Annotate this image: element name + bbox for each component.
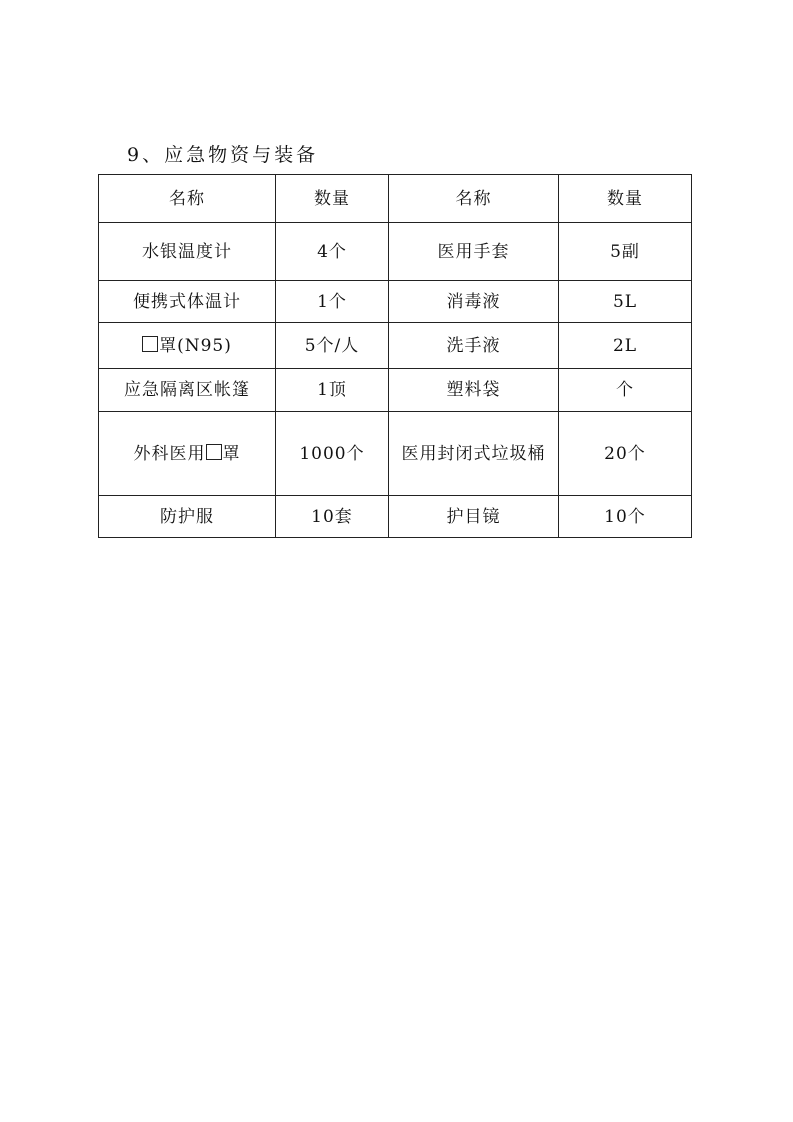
header-quantity-1: 数量 (276, 175, 389, 223)
item-quantity: 2L (559, 323, 692, 369)
item-name: 罩(N95) (159, 335, 232, 356)
missing-glyph-box (142, 336, 158, 352)
item-name: 外科医用 (133, 443, 206, 464)
item-name-cell (99, 412, 276, 496)
supplies-table (98, 174, 692, 538)
table-header-row (99, 175, 692, 223)
item-quantity: 10套 (276, 496, 389, 538)
table-row (99, 323, 692, 369)
item-name-cell (99, 323, 276, 369)
header-name-2: 名称 (389, 175, 559, 223)
item-name: 防护服 (99, 496, 276, 538)
item-name: 医用手套 (389, 223, 559, 281)
item-quantity: 个 (559, 369, 692, 412)
item-name: 洗手液 (389, 323, 559, 369)
item-name-suffix: 罩 (222, 443, 241, 464)
item-quantity: 5副 (559, 223, 692, 281)
item-name: 便携式体温计 (99, 281, 276, 323)
item-name: 应急隔离区帐篷 (99, 369, 276, 412)
table-row (99, 281, 692, 323)
item-name: 护目镜 (389, 496, 559, 538)
section-heading: 9、应急物资与装备 (127, 144, 319, 166)
header-quantity-2: 数量 (559, 175, 692, 223)
item-quantity: 5L (559, 281, 692, 323)
table-row (99, 412, 692, 496)
item-name: 医用封闭式垃圾桶 (389, 412, 559, 496)
item-quantity: 5个/人 (276, 323, 389, 369)
item-name: 消毒液 (389, 281, 559, 323)
item-name: 塑料袋 (389, 369, 559, 412)
table-row (99, 223, 692, 281)
item-quantity: 10个 (559, 496, 692, 538)
item-quantity: 1顶 (276, 369, 389, 412)
item-name: 水银温度计 (99, 223, 276, 281)
item-quantity: 20个 (559, 412, 692, 496)
item-quantity: 1个 (276, 281, 389, 323)
table-row (99, 496, 692, 538)
item-quantity: 4个 (276, 223, 389, 281)
header-name-1: 名称 (99, 175, 276, 223)
table-row (99, 369, 692, 412)
item-quantity: 1000个 (276, 412, 389, 496)
missing-glyph-box (206, 444, 222, 460)
